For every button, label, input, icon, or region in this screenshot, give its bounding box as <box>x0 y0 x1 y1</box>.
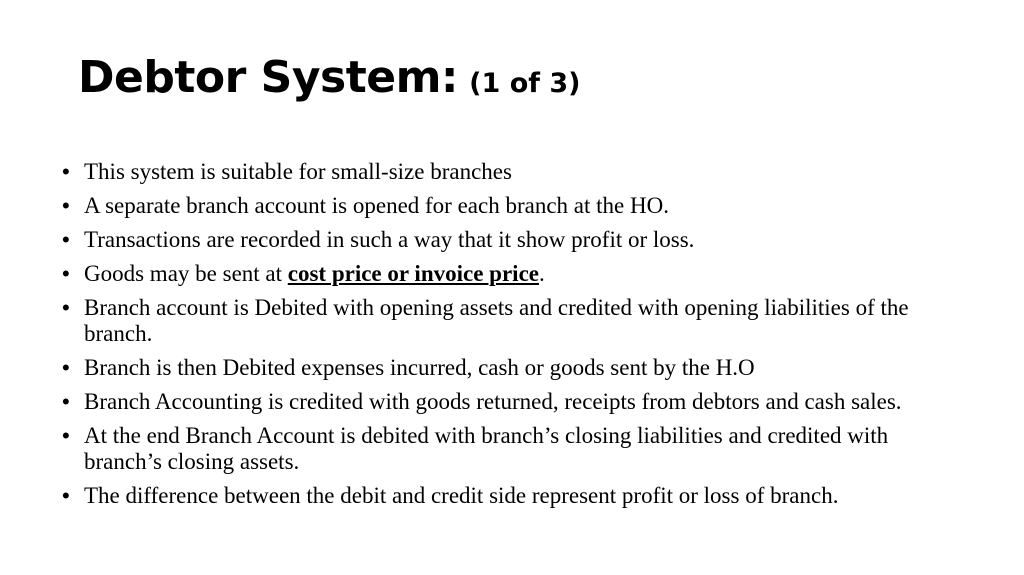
bullet-item <box>62 423 952 475</box>
bullet-text: Transactions are recorded in such a way that it show profit or loss. <box>84 227 695 252</box>
bullet-text-before: Goods may be sent at <box>84 261 288 286</box>
title-main: Debtor System: <box>78 52 459 103</box>
bullet-text-after: . <box>538 261 545 286</box>
bullet-item <box>62 355 952 381</box>
bullet-icon: • <box>62 193 70 218</box>
bullet-icon: • <box>62 159 70 184</box>
bullet-text: Branch account is Debited with opening assets and credited with opening liabilities of the branch. <box>84 295 909 346</box>
bullet-item <box>62 389 952 415</box>
bullet-text: Branch Accounting is credited with goods returned, receipts from debtors and cash sales. <box>84 389 902 414</box>
bullet-text: The difference between the debit and credit side represent profit or loss of branch. <box>84 483 839 508</box>
bullet-item <box>62 159 952 185</box>
bullet-icon: • <box>62 295 70 320</box>
bullet-item <box>62 227 952 253</box>
bullet-item <box>62 193 952 219</box>
bullet-list <box>62 159 952 517</box>
bullet-icon: • <box>62 423 70 448</box>
bullet-item <box>62 483 952 509</box>
bullet-text: This system is suitable for small-size branches <box>84 159 512 184</box>
bullet-icon: • <box>62 261 70 286</box>
bullet-item <box>62 261 952 287</box>
bullet-text: Branch is then Debited expenses incurred, cash or goods sent by the H.O <box>84 355 755 380</box>
bullet-text: A separate branch account is opened for each branch at the HO. <box>84 193 669 218</box>
bullet-icon: • <box>62 483 70 508</box>
bullet-icon: • <box>62 389 70 414</box>
bullet-icon: • <box>62 355 70 380</box>
bullet-emphasis: cost price or invoice price <box>287 261 539 286</box>
title-page-indicator: (1 of 3) <box>469 68 581 99</box>
bullet-icon: • <box>62 227 70 252</box>
bullet-text: At the end Branch Account is debited with branch’s closing liabilities and credited with branch’s closing assets. <box>84 423 889 474</box>
slide-title <box>78 52 581 103</box>
bullet-item <box>62 295 952 347</box>
